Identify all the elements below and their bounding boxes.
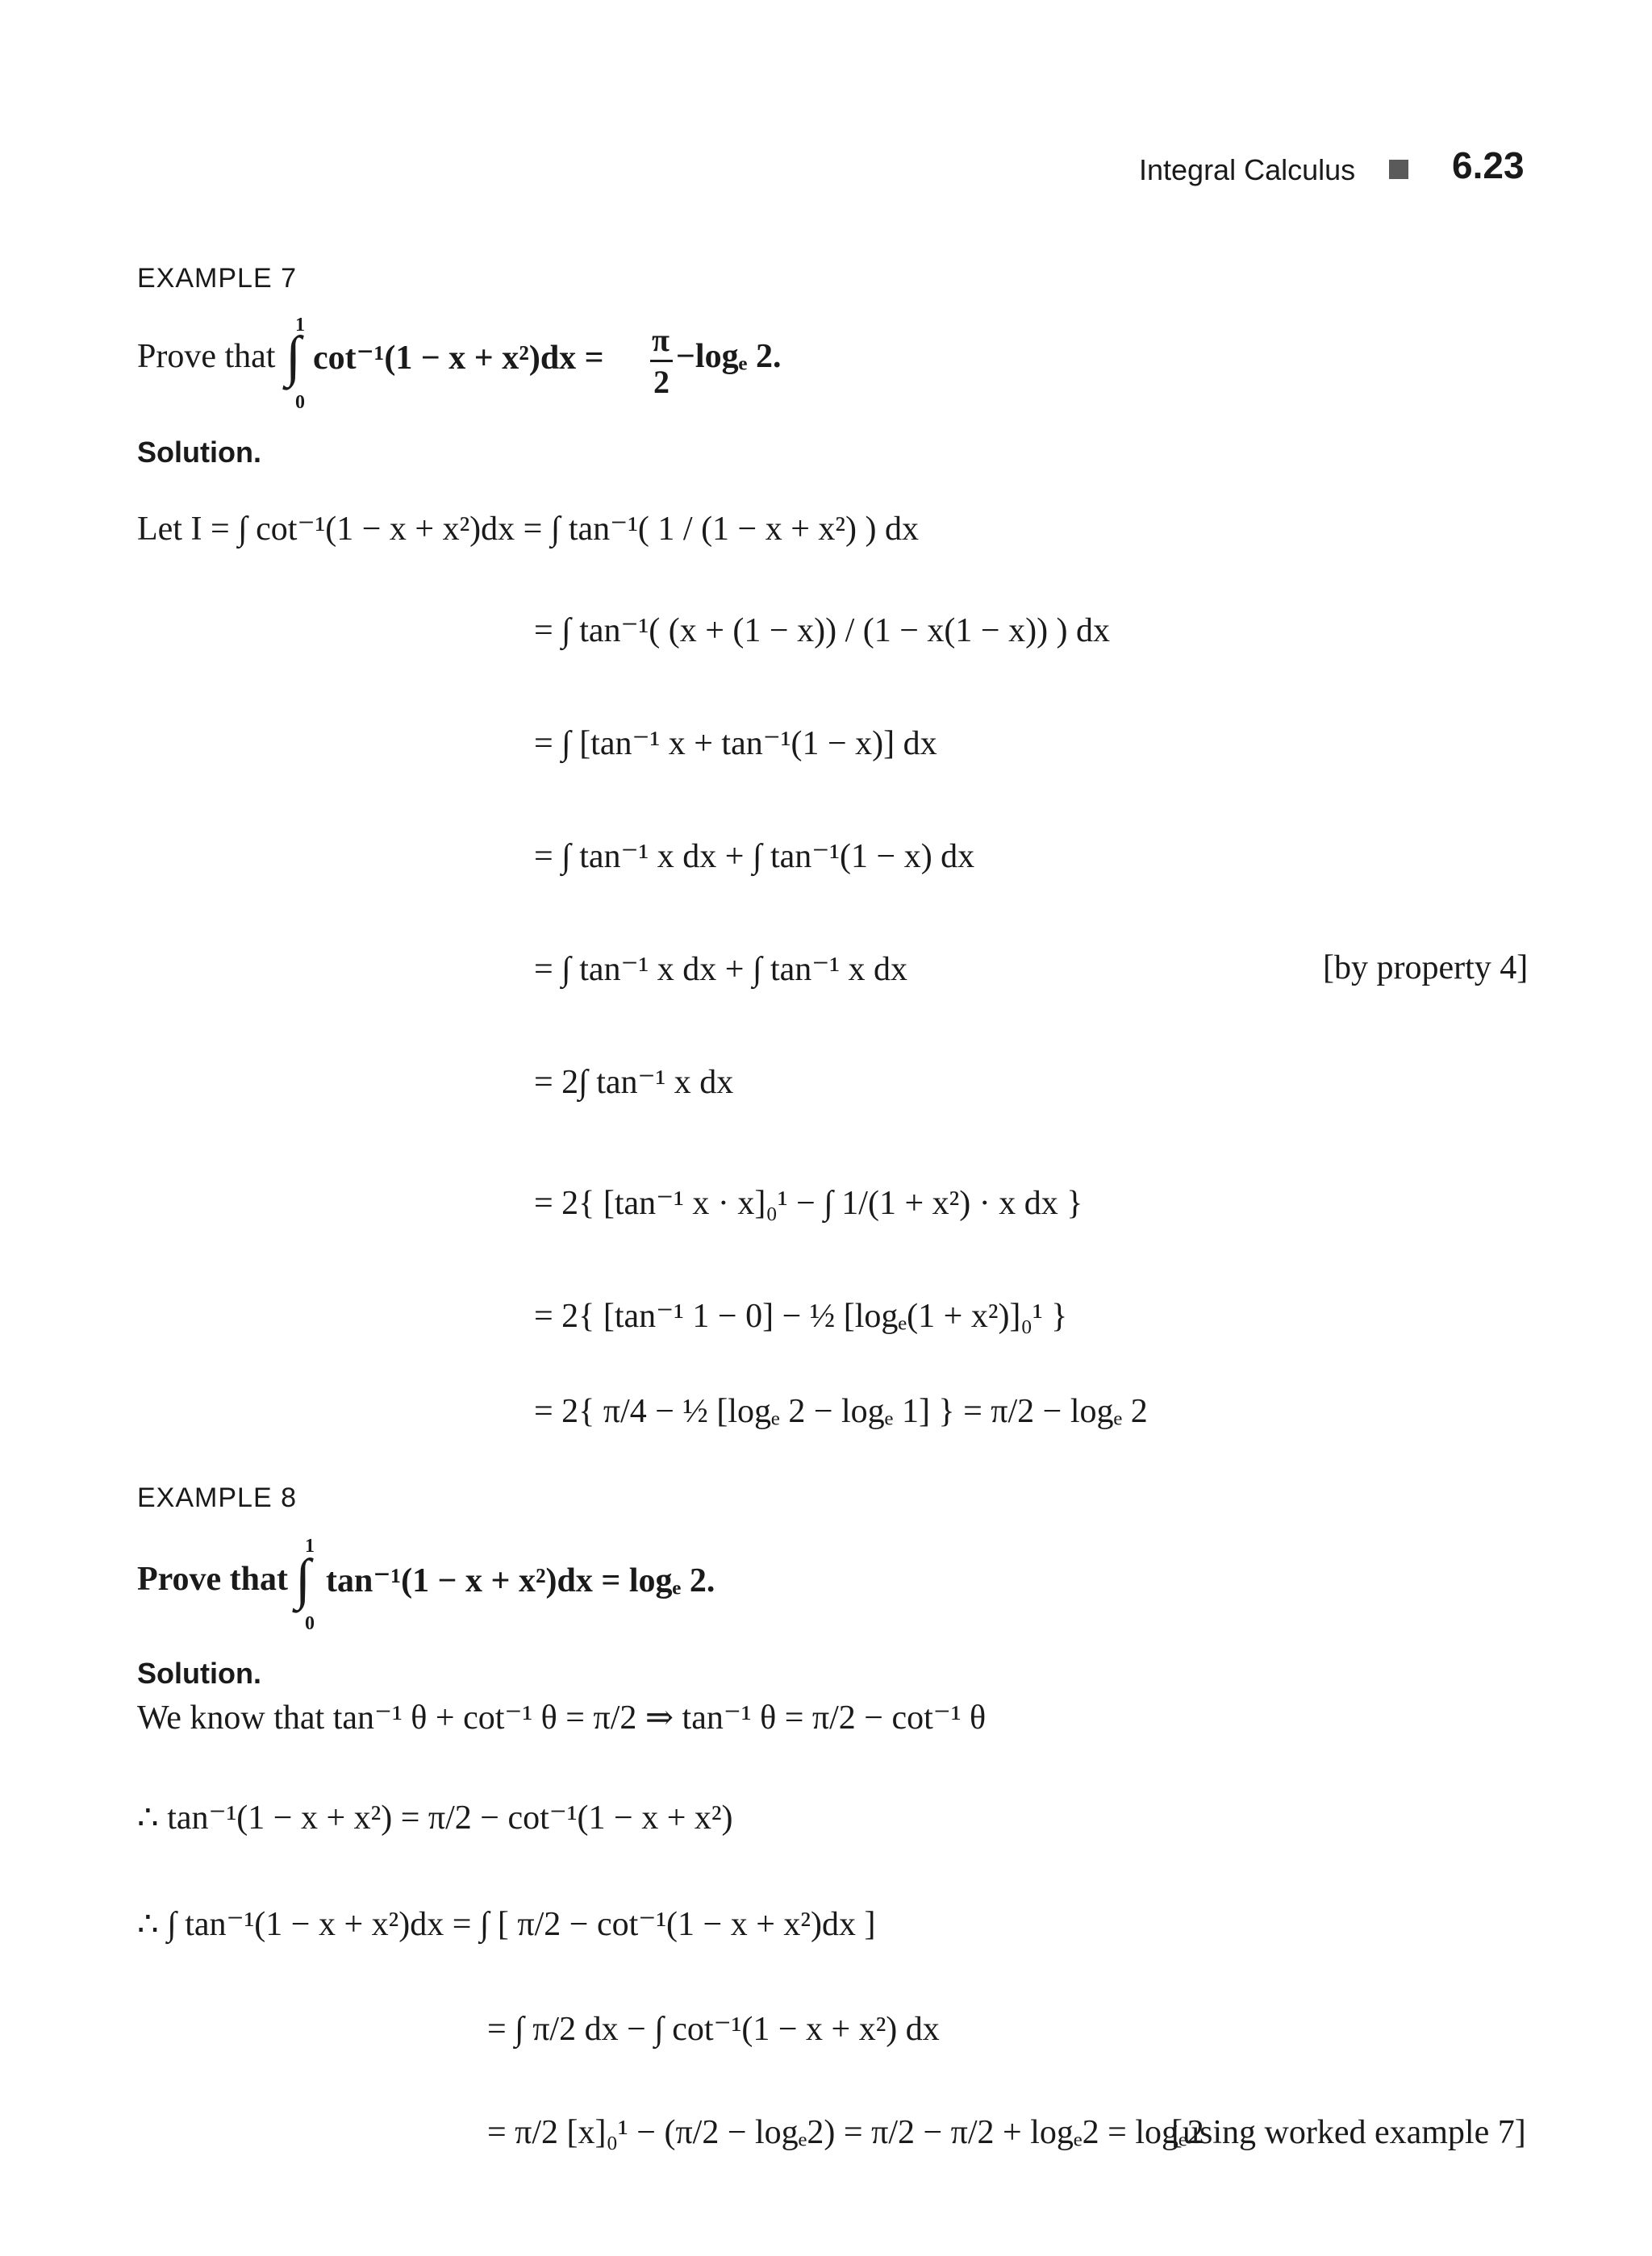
example-8-heading: EXAMPLE 8 <box>137 1482 297 1513</box>
header-square-icon <box>1389 160 1408 179</box>
ex8-line-2: ∴ tan⁻¹(1 − x + x²) = π/2 − cot⁻¹(1 − x + x²) <box>137 1799 733 1837</box>
example-7-solution-label: Solution. <box>137 436 261 469</box>
ex7-line-5: = ∫ tan⁻¹ x dx + ∫ tan⁻¹ x dx <box>534 951 908 988</box>
ex7-line-1: Let I = ∫ cot⁻¹(1 − x + x²)dx = ∫ tan⁻¹( 1 / (1 − x + x²) ) dx <box>137 511 919 548</box>
upper-limit: 1 <box>295 315 305 336</box>
ex7-line-9: = 2{ π/4 − ½ [logₑ 2 − logₑ 1] } = π/2 − logₑ 2 <box>534 1393 1148 1430</box>
ex8-line-3: ∴ ∫ tan⁻¹(1 − x + x²)dx = ∫ [ π/2 − cot⁻¹(1 − x + x²)dx ] <box>137 1906 876 1943</box>
ex8-note: [using worked example 7] <box>1171 2114 1526 2151</box>
ex8-line-4: = ∫ π/2 dx − ∫ cot⁻¹(1 − x + x²) dx <box>487 2011 940 2048</box>
two-denominator: 2 <box>653 364 670 400</box>
pi-numerator: π <box>652 322 670 358</box>
ex7-note: [by property 4] <box>1323 949 1529 986</box>
ex7-line-8: = 2{ [tan⁻¹ 1 − 0] − ½ [logₑ(1 + x²)]₀¹ } <box>534 1298 1068 1335</box>
ex7-line-2: = ∫ tan⁻¹( (x + (1 − x)) / (1 − x(1 − x)) ) dx <box>534 612 1111 649</box>
prove-that-label: Prove that <box>137 1561 289 1598</box>
running-header-title: Integral Calculus <box>1139 153 1356 186</box>
ex7-line-3: = ∫ [tan⁻¹ x + tan⁻¹(1 − x)] dx <box>534 725 937 762</box>
upper-limit: 1 <box>305 1536 315 1557</box>
example-7-heading: EXAMPLE 7 <box>137 263 297 294</box>
prove-that-label: Prove that <box>137 338 276 375</box>
integrand: tan⁻¹(1 − x + x²)dx = logₑ 2. <box>326 1562 715 1599</box>
ex8-line-1: We know that tan⁻¹ θ + cot⁻¹ θ = π/2 ⇒ tan⁻¹ θ = π/2 − cot⁻¹ θ <box>137 1699 987 1737</box>
ex7-line-4: = ∫ tan⁻¹ x dx + ∫ tan⁻¹(1 − x) dx <box>534 838 975 875</box>
rhs: −logₑ 2. <box>676 338 782 375</box>
ex7-line-7: = 2{ [tan⁻¹ x · x]₀¹ − ∫ 1/(1 + x²) · x dx } <box>534 1185 1083 1222</box>
ex7-line-6: = 2∫ tan⁻¹ x dx <box>534 1064 734 1101</box>
page-number: 6.23 <box>1452 144 1525 186</box>
integrand: cot⁻¹(1 − x + x²)dx = <box>313 340 604 377</box>
example-8-solution-label: Solution. <box>137 1657 261 1690</box>
ex8-line-5: = π/2 [x]₀¹ − (π/2 − logₑ2) = π/2 − π/2 + logₑ2 = logₑ2 <box>487 2114 1204 2151</box>
lower-limit: 0 <box>305 1613 315 1634</box>
example-7-statement <box>137 315 944 419</box>
integral-sign-icon: ∫ <box>295 1549 311 1611</box>
integral-sign-icon: ∫ <box>286 326 302 388</box>
example-8-statement <box>137 1532 944 1637</box>
fraction-bar <box>650 360 673 362</box>
lower-limit: 0 <box>295 392 305 413</box>
